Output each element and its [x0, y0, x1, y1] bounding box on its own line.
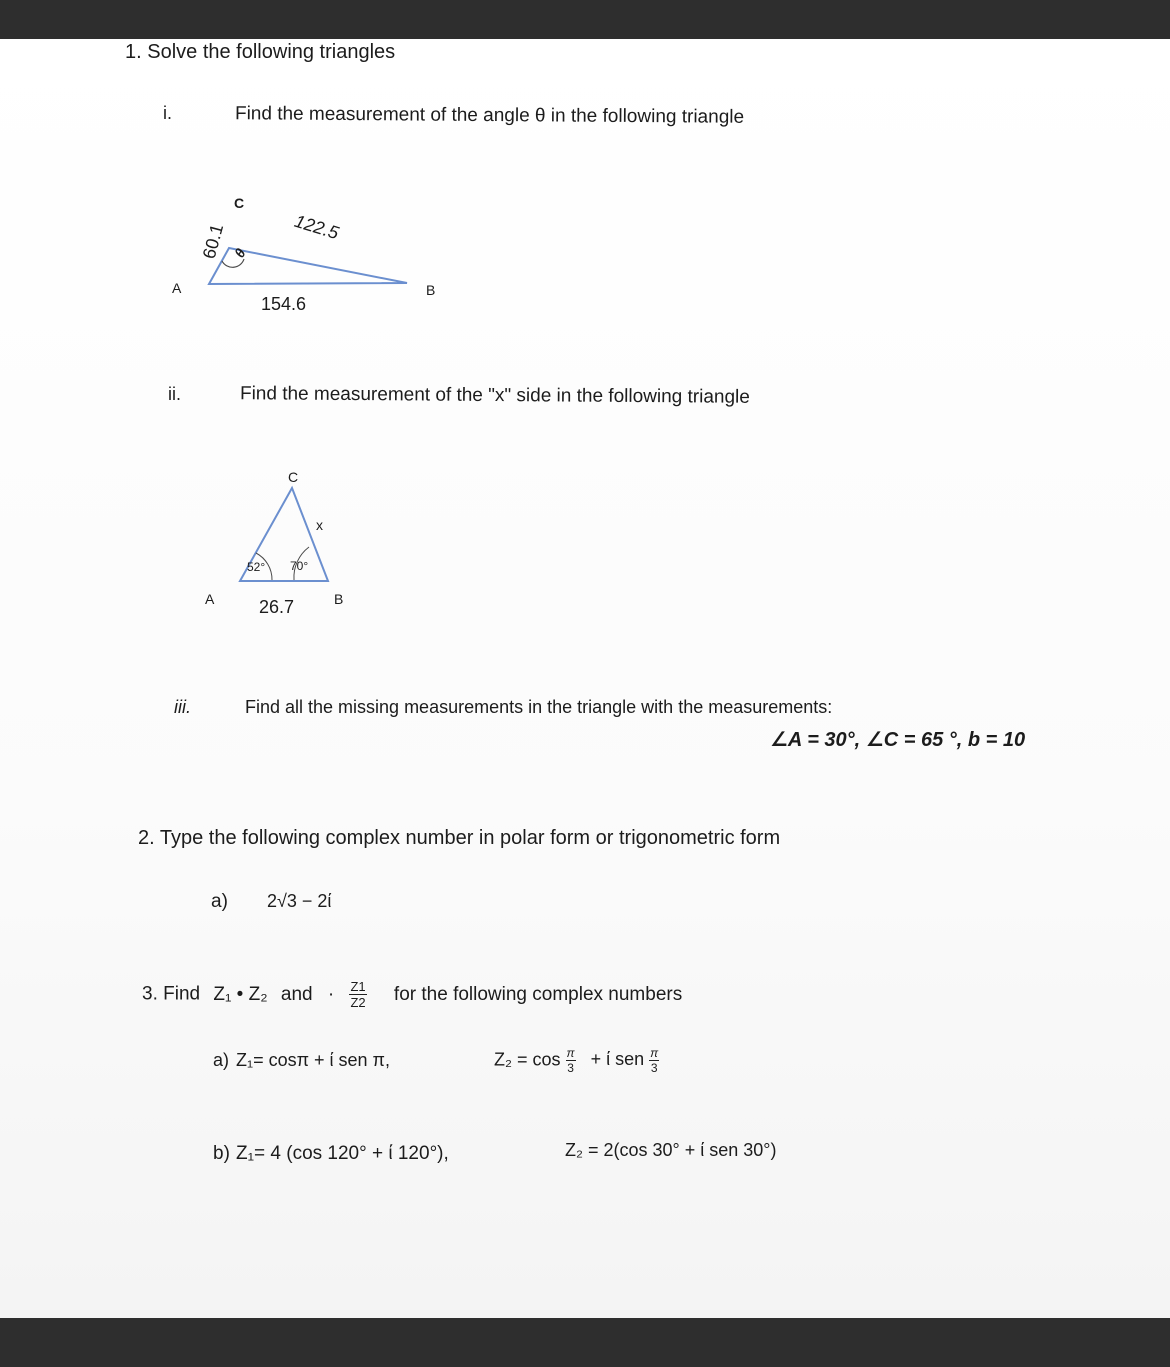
- quotient-numerator: Z1: [350, 979, 366, 994]
- question-3-product: Z₁ • Z₂: [213, 983, 268, 1005]
- triangle-i-side-ac: 60.1: [198, 221, 228, 261]
- triangle-ii: [0, 39, 1170, 1318]
- triangle-ii-angle-b: 70°: [290, 559, 309, 573]
- question-3-a-z2: [494, 1047, 659, 1074]
- part-ii-label: ii.: [168, 384, 181, 404]
- part-ii-prompt: Find the measurement of the "x" side in the following triangle: [239, 383, 750, 408]
- question-3-title-prefix: 3. Find: [142, 983, 201, 1005]
- z2-plus-sen: + ί sen: [590, 1049, 645, 1070]
- question-2-a-expression: 2√3 − 2ί: [267, 891, 332, 911]
- part-i-prompt: Find the measurement of the angle θ in the following triangle: [234, 103, 745, 128]
- question-3-a-z1: Z₁= cosπ + ί sen π,: [236, 1050, 390, 1070]
- triangle-ii-side-x: x: [316, 517, 323, 533]
- triangle-i-vertex-c: C: [234, 195, 245, 211]
- question-3-and: and: [280, 983, 313, 1005]
- question-3-title-suffix: for the following complex numbers: [393, 983, 683, 1005]
- question-3-title: [142, 980, 682, 1009]
- triangle-ii-vertex-c: C: [288, 469, 299, 485]
- triangle-ii-angle-a: 52°: [247, 560, 266, 574]
- part-iii-given: ∠A = 30°, ∠C = 65 °, b = 10: [770, 729, 1026, 751]
- triangle-i-side-ab: 154.6: [261, 294, 307, 314]
- z2-sen-fraction: [649, 1047, 659, 1074]
- z2-cos-prefix: Z₂ = cos: [494, 1049, 561, 1070]
- triangle-i-side-cb: 122.5: [292, 210, 342, 244]
- question-1-title: 1. Solve the following triangles: [125, 41, 396, 63]
- part-iii-prompt: Find all the missing measurements in the triangle with the measurements:: [245, 697, 833, 717]
- question-3-quotient: [349, 980, 366, 1009]
- worksheet-page: [0, 39, 1170, 1318]
- z2-sen-fraction-num: π: [650, 1046, 659, 1060]
- quotient-denominator: Z2: [350, 995, 366, 1010]
- z2-sen-fraction-den: 3: [650, 1061, 658, 1075]
- z2-cos-fraction-den: 3: [567, 1061, 574, 1075]
- question-3-a-label: a): [213, 1050, 230, 1070]
- question-3-dot: ·: [327, 983, 335, 1005]
- question-3-b-z1: Z₁= 4 (cos 120° + ί 120°),: [236, 1143, 449, 1164]
- question-2-a-label: a): [211, 891, 228, 912]
- triangle-ii-vertex-a: A: [205, 591, 215, 607]
- question-2-title: 2. Type the following complex number in polar form or trigonometric form: [138, 827, 781, 849]
- question-3-b-label: b): [213, 1143, 230, 1164]
- part-i-label: i.: [163, 103, 172, 123]
- part-iii-label: iii.: [174, 697, 191, 717]
- triangle-i-vertex-a: A: [172, 280, 182, 296]
- question-3-b-z2: Z₂ = 2(cos 30° + ί sen 30°): [565, 1140, 777, 1160]
- triangle-i-angle-theta: θ: [231, 245, 249, 261]
- triangle-ii-vertex-b: B: [334, 591, 344, 607]
- z2-cos-fraction: [566, 1047, 576, 1074]
- triangle-ii-side-ab: 26.7: [259, 597, 295, 617]
- z2-cos-fraction-num: π: [566, 1046, 575, 1060]
- triangle-i-vertex-b: B: [426, 282, 436, 298]
